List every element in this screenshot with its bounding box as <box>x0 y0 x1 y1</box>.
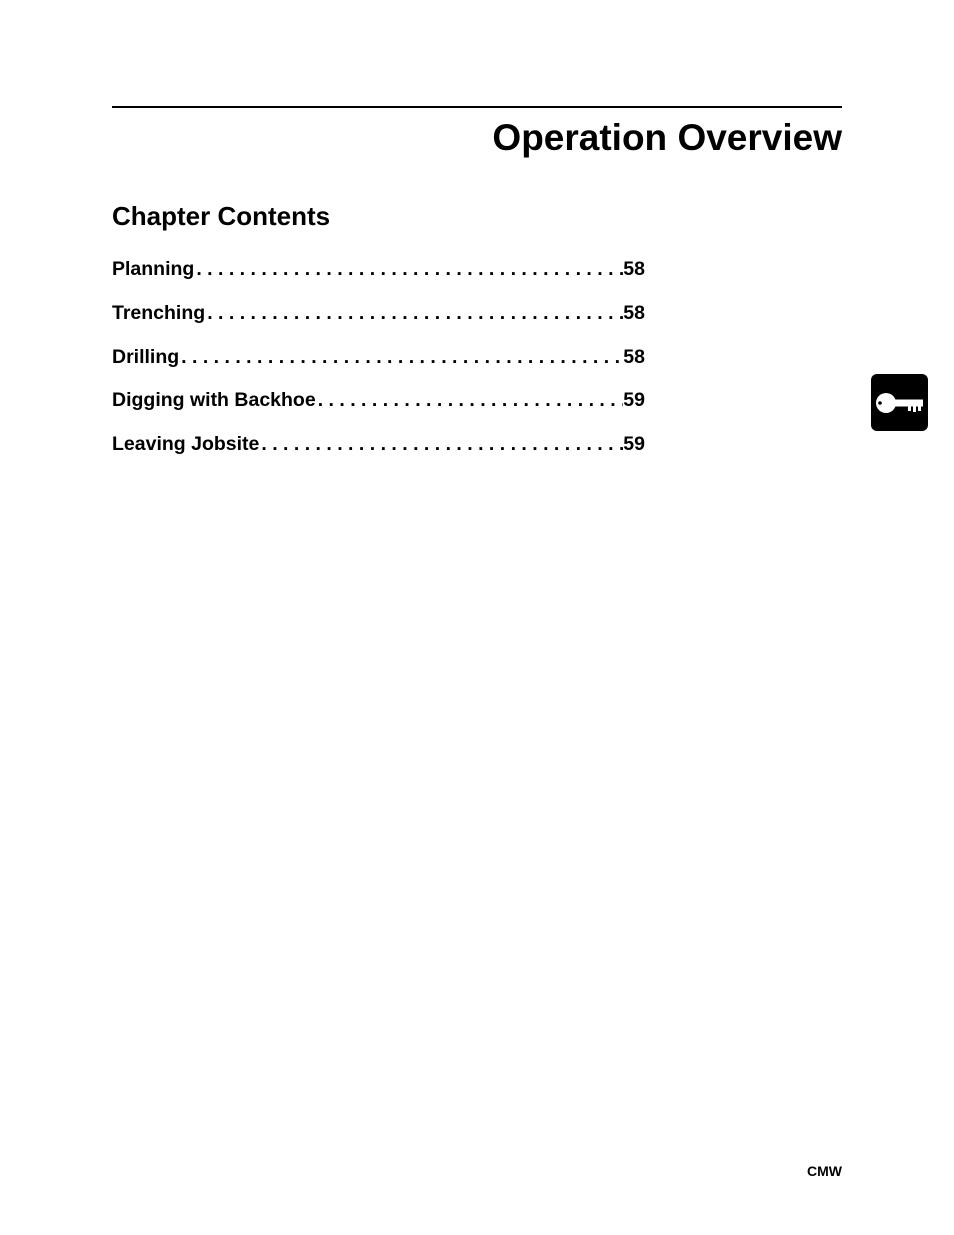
toc-entry-digging-with-backhoe[interactable] <box>112 387 645 431</box>
header-rule <box>112 106 842 108</box>
toc-entry-label: Leaving Jobsite <box>112 433 260 455</box>
toc-entry-drilling[interactable] <box>112 344 645 388</box>
chapter-title: Operation Overview <box>492 117 842 158</box>
toc-dot-leader <box>179 344 623 370</box>
table-of-contents <box>112 256 645 475</box>
toc-entry-label: Drilling <box>112 345 180 368</box>
toc-dot-leader <box>194 256 623 282</box>
toc-entry-trenching[interactable] <box>112 300 645 344</box>
toc-entry-leaving-jobsite[interactable] <box>112 431 645 475</box>
chapter-contents-heading: Chapter Contents <box>112 201 331 231</box>
toc-entry-label: Trenching <box>112 301 206 324</box>
toc-page-number: 59 <box>623 433 645 455</box>
key-icon <box>871 374 928 431</box>
section-tab <box>871 374 928 431</box>
toc-page-number: 58 <box>623 345 645 368</box>
toc-entry-label: Planning <box>112 258 195 280</box>
toc-entry-planning[interactable] <box>112 256 645 300</box>
toc-page-number: 58 <box>623 258 645 280</box>
toc-page-number: 58 <box>623 301 645 324</box>
toc-dot-leader <box>205 300 623 326</box>
toc-entry-label: Digging with Backhoe <box>112 389 316 412</box>
footer-code: CMW <box>807 1163 842 1179</box>
toc-page-number: 59 <box>623 389 645 412</box>
toc-dot-leader <box>316 387 624 413</box>
toc-dot-leader <box>259 431 623 457</box>
